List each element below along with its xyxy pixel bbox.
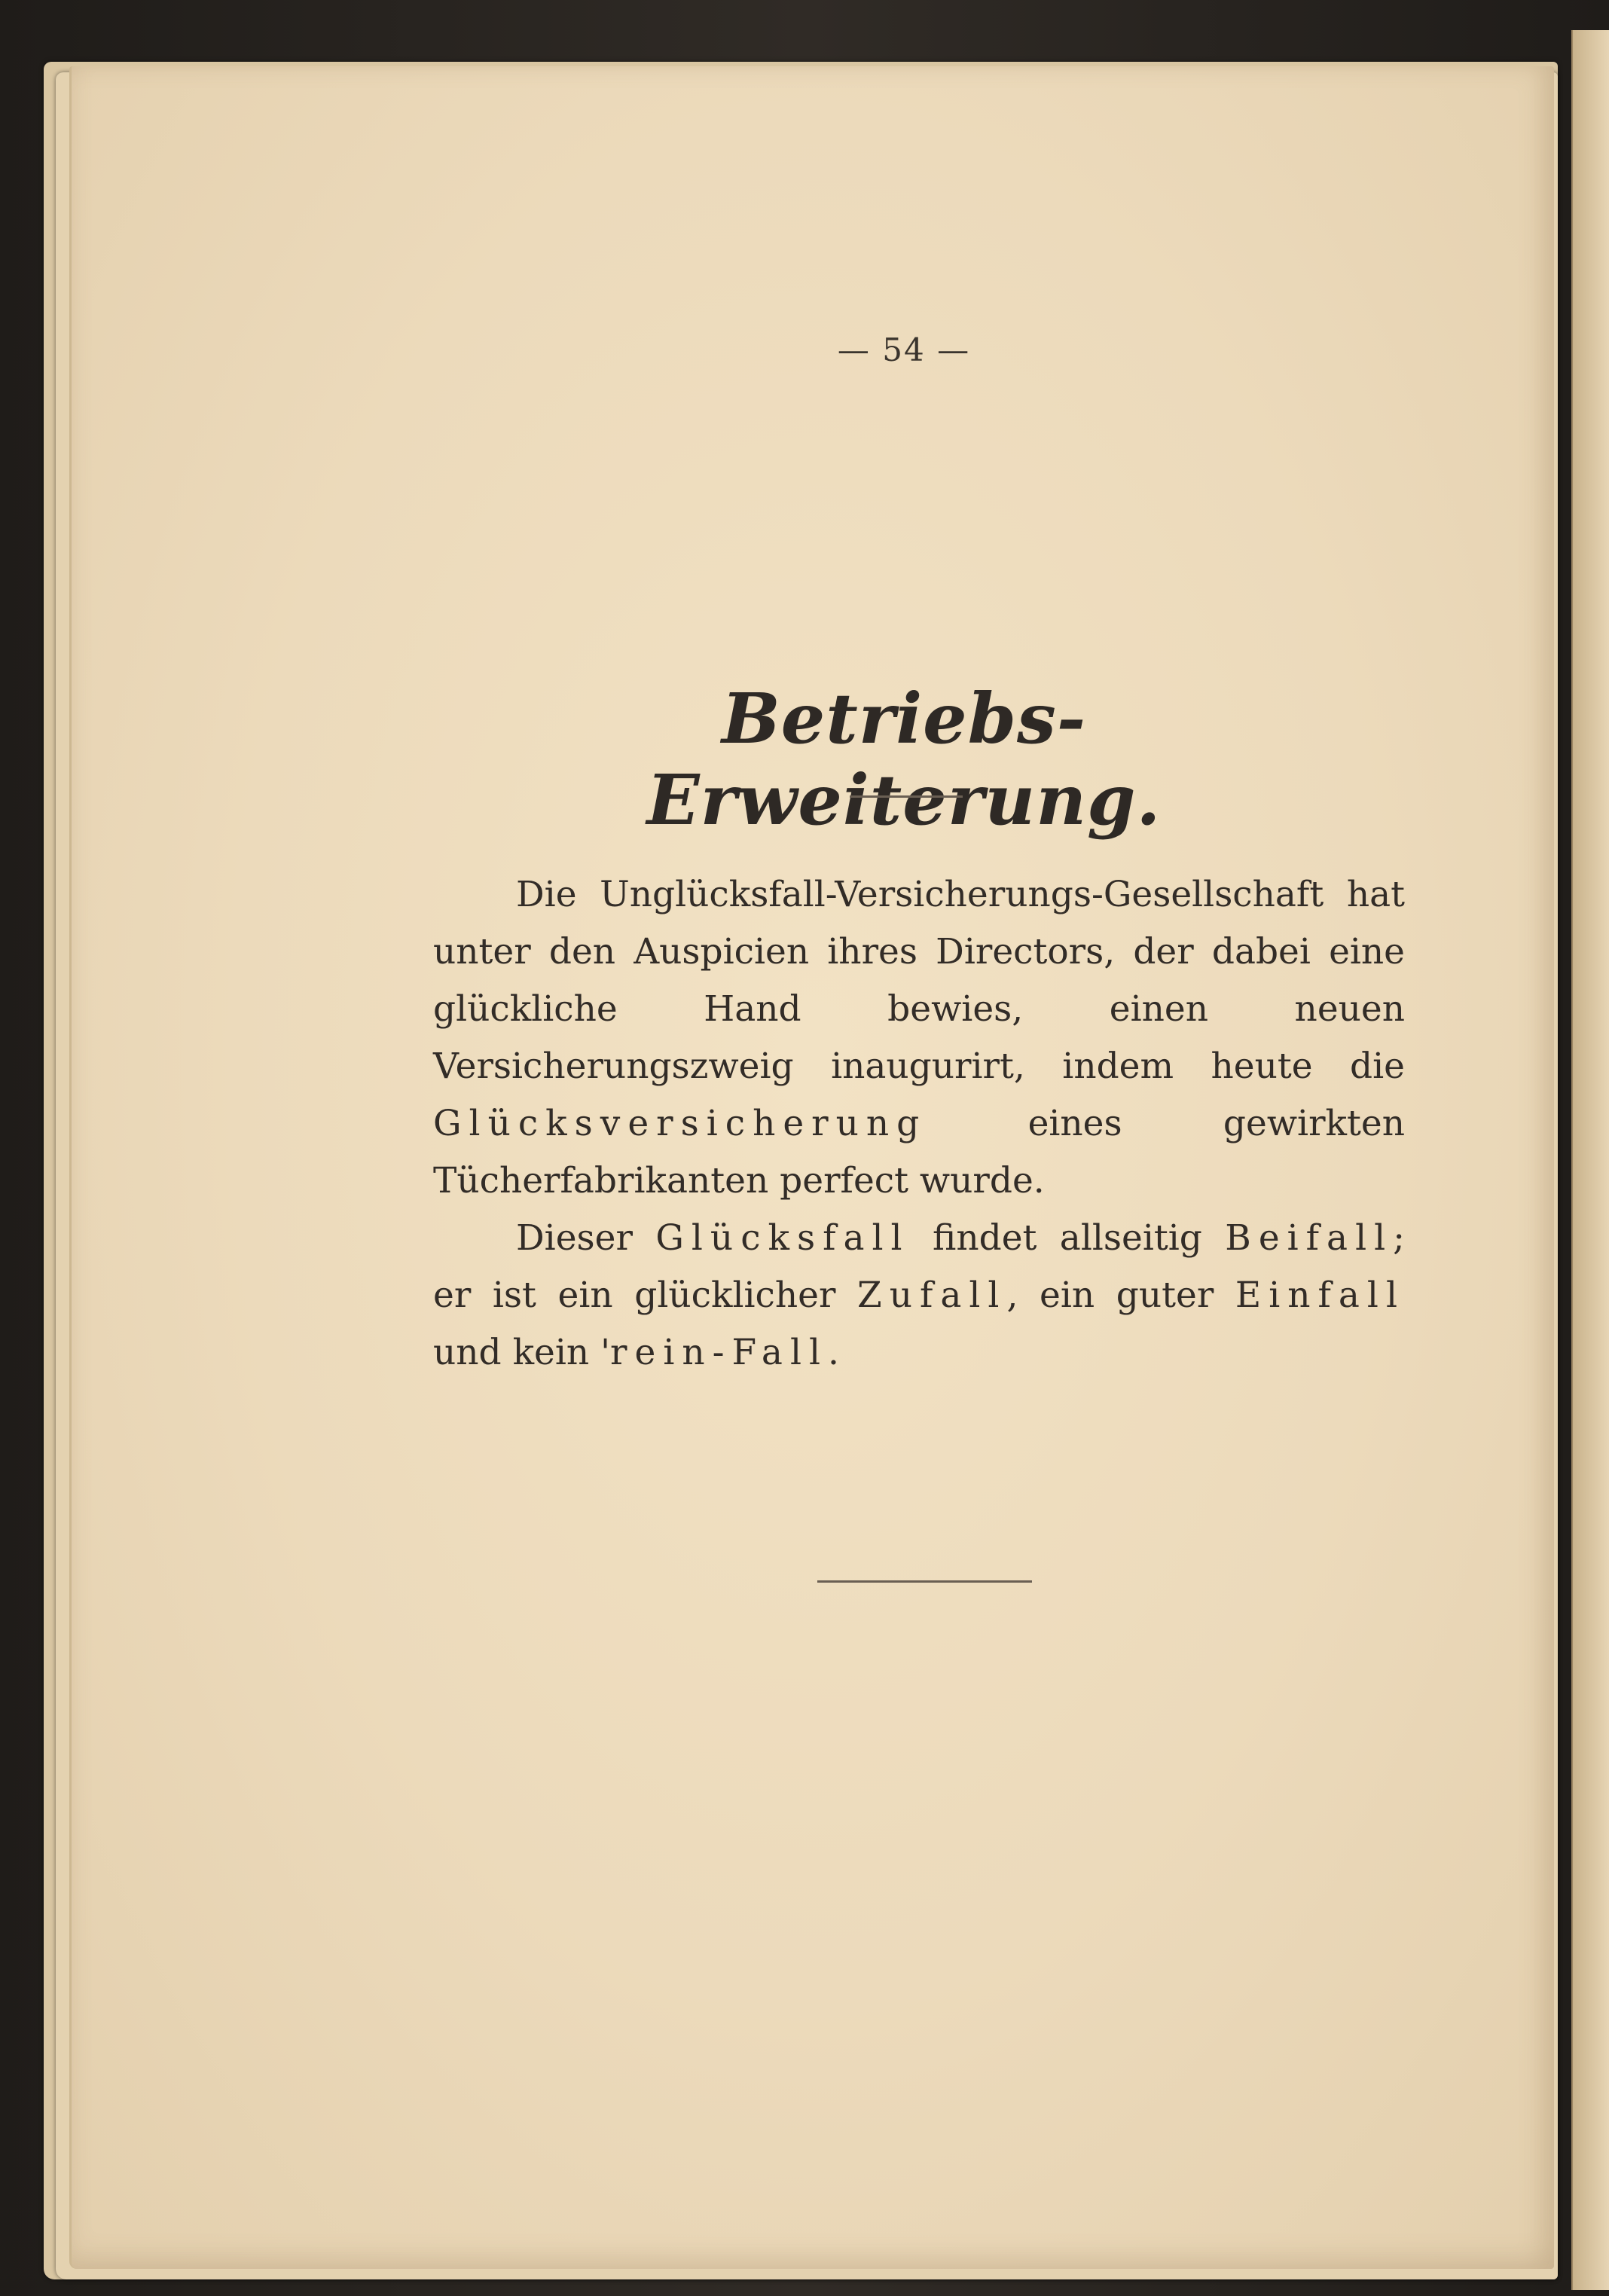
text-segment-spaced: Zufall [857, 1275, 1007, 1316]
paragraph-1 [433, 866, 1405, 1210]
text-segment: eines gewirkten Tücherfabrikanten perfect wurde. [433, 1103, 1405, 1201]
body-text [433, 866, 1405, 1382]
text-segment: findet allseitig [909, 1217, 1226, 1259]
text-segment-spaced: Einfall [1235, 1275, 1405, 1316]
text-segment: , ein guter [1006, 1275, 1235, 1316]
text-segment-spaced: Glücksversicherung [433, 1103, 927, 1144]
text-segment: Dieser [516, 1217, 656, 1259]
text-segment: und kein ' [433, 1332, 611, 1373]
page-number: — 54 — [837, 331, 971, 368]
end-rule [817, 1580, 1032, 1583]
facing-page-edge [1571, 30, 1609, 2290]
text-segment-spaced: Beifall [1225, 1217, 1394, 1259]
text-segment-spaced: rein-Fall [610, 1332, 829, 1373]
chapter-title: Betriebs-Erweiterung. [646, 678, 1162, 841]
title-rule [850, 795, 963, 798]
text-segment: . [828, 1332, 839, 1373]
text-segment: Die Unglücksfall-Versicherungs-Gesellschaft hat unter den Auspicien ihres Directors, der dabei eine glückliche Hand bewies, einen neuen Versicherungszweig inaugurirt, indem heute die [433, 874, 1405, 1087]
text-segment: ; er ist ein glücklicher [433, 1217, 1405, 1316]
text-segment-spaced: Glücksfall [655, 1217, 910, 1259]
paragraph-2 [433, 1210, 1405, 1382]
